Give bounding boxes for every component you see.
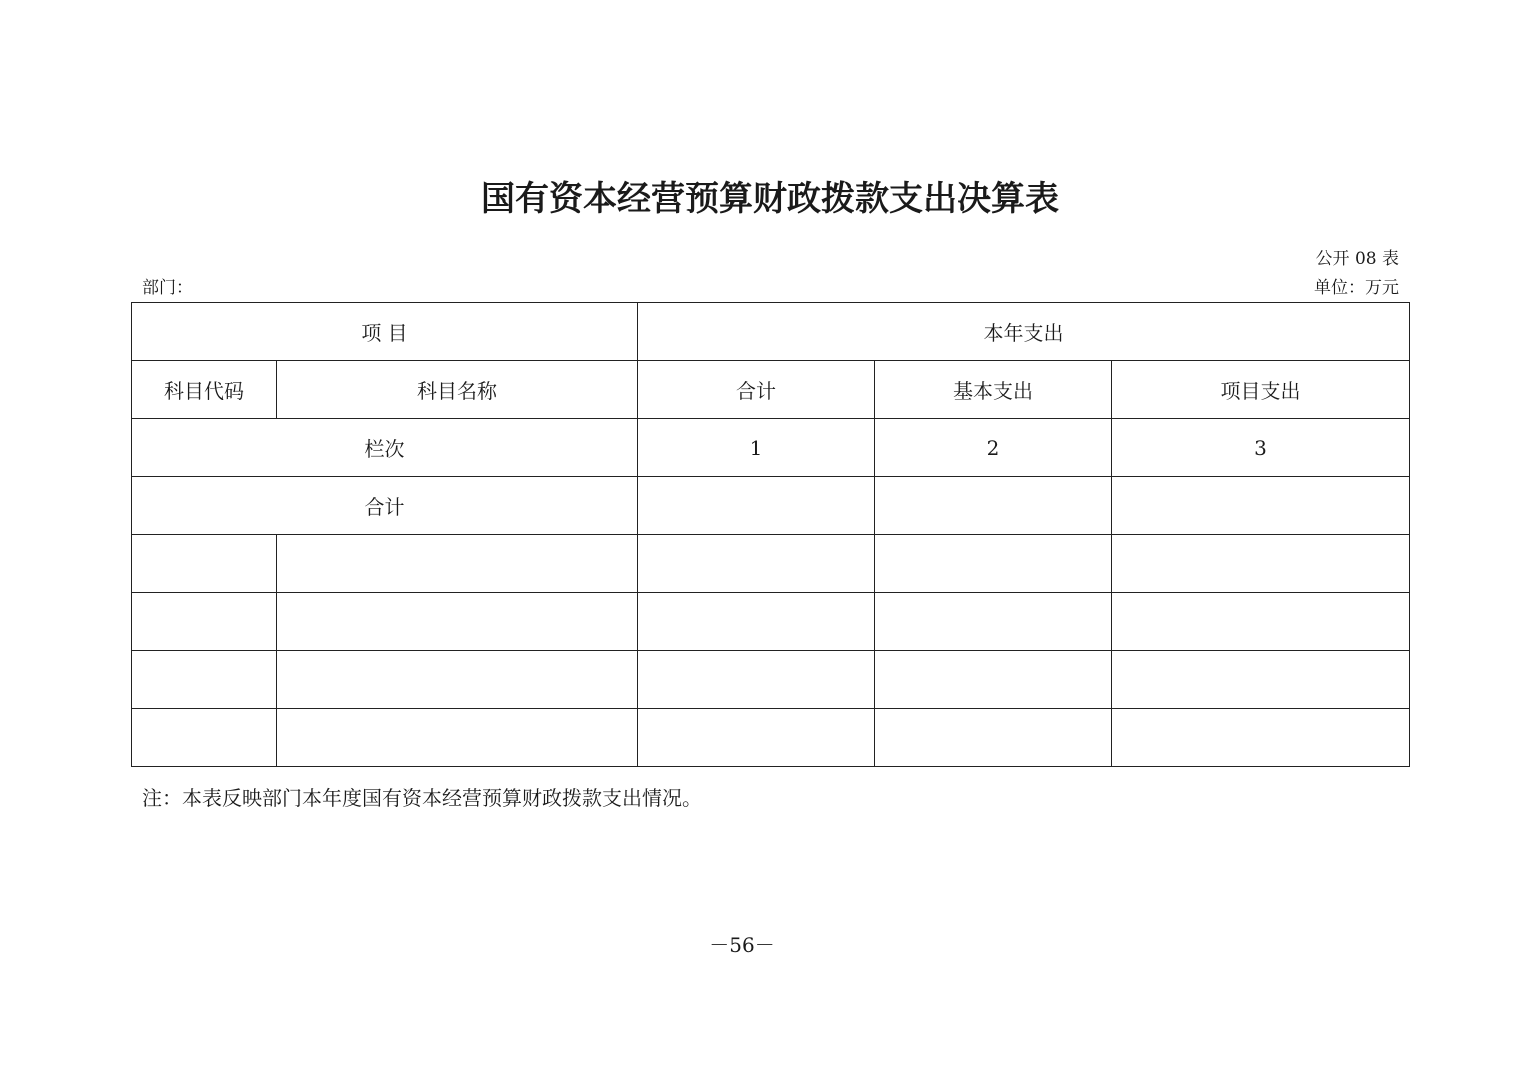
cell-total [638, 709, 875, 767]
cell-project [1112, 535, 1410, 593]
cell-name [277, 535, 638, 593]
cell-project [1112, 651, 1410, 709]
total-row [132, 477, 1410, 535]
header-basic-expense: 基本支出 [875, 361, 1112, 419]
cell-total [638, 593, 875, 651]
header-total: 合计 [638, 361, 875, 419]
header-subject-name: 科目名称 [277, 361, 638, 419]
cell-code [132, 593, 277, 651]
cell-name [277, 593, 638, 651]
unit-label: 单位：万元 [1314, 278, 1399, 298]
cell-project [1112, 593, 1410, 651]
column-index-1: 1 [638, 419, 875, 477]
header-subject-code: 科目代码 [132, 361, 277, 419]
table-row [132, 651, 1410, 709]
total-row-label: 合计 [132, 477, 638, 535]
table-note: 注：本表反映部门本年度国有资本经营预算财政拨款支出情况。 [142, 786, 702, 810]
table-row [132, 593, 1410, 651]
header-row-top [132, 303, 1410, 361]
department-label: 部门： [142, 278, 193, 298]
total-row-col1 [638, 477, 875, 535]
cell-basic [875, 651, 1112, 709]
cell-name [277, 709, 638, 767]
total-row-col3 [1112, 477, 1410, 535]
cell-total [638, 535, 875, 593]
header-item [132, 303, 638, 361]
form-number: 公开 08 表 [1315, 249, 1399, 269]
column-index-label: 栏次 [132, 419, 638, 477]
budget-table [131, 302, 1410, 767]
header-row-sub [132, 361, 1410, 419]
table-title: 国有资本经营预算财政拨款支出决算表 [481, 179, 1059, 219]
cell-basic [875, 709, 1112, 767]
cell-name [277, 651, 638, 709]
column-index-3: 3 [1112, 419, 1410, 477]
cell-project [1112, 709, 1410, 767]
cell-code [132, 709, 277, 767]
column-index-2: 2 [875, 419, 1112, 477]
table-row [132, 709, 1410, 767]
cell-code [132, 535, 277, 593]
total-row-col2 [875, 477, 1112, 535]
cell-code [132, 651, 277, 709]
cell-basic [875, 593, 1112, 651]
header-item-label: 项 目 [361, 321, 408, 345]
header-project-expense: 项目支出 [1112, 361, 1410, 419]
page-number: －56－ [709, 933, 775, 957]
column-index-row [132, 419, 1410, 477]
cell-basic [875, 535, 1112, 593]
table-row [132, 535, 1410, 593]
cell-total [638, 651, 875, 709]
header-current-year-expense: 本年支出 [638, 303, 1410, 361]
